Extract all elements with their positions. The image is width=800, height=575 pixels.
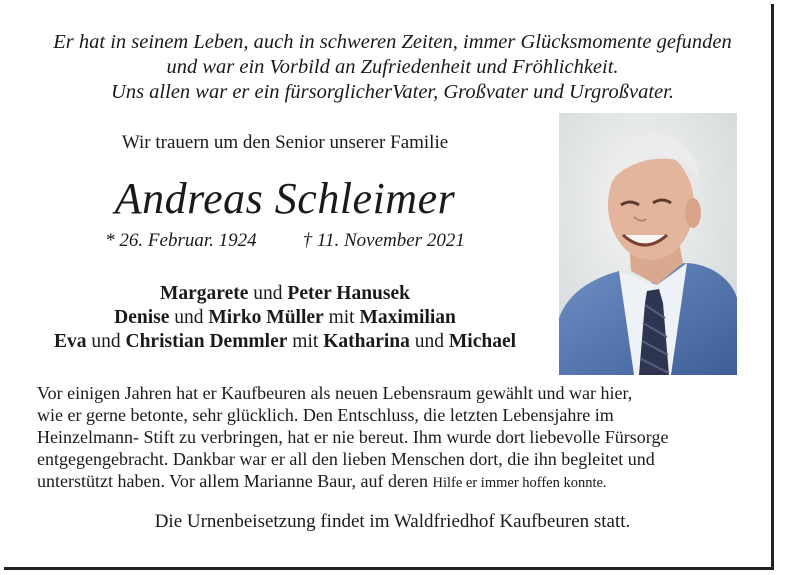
memorial-motto	[20, 30, 765, 105]
family-row	[14, 330, 556, 354]
story-line: Vor einigen Jahren hat er Kaufbeuren als neuen Lebensraum gewählt und war hier,	[37, 383, 633, 403]
mourning-intro: Wir trauern um den Senior unserer Familie	[121, 132, 449, 153]
death-date: † 11. November 2021	[302, 230, 465, 251]
burial-notice: Die Urnenbeisetzung findet im Waldfriedhof Kaufbeuren statt.	[154, 511, 631, 532]
family-member: Michael	[448, 331, 517, 352]
connector: und	[169, 307, 209, 328]
family-member: Margarete	[159, 283, 249, 304]
family-member: Mirko Müller	[208, 307, 324, 328]
family-member: Katharina	[323, 331, 410, 352]
family-row	[14, 282, 556, 306]
story-text-small: Hilfe er immer hoffen konnte.	[432, 475, 607, 491]
connector: mit	[323, 307, 360, 328]
connector: und	[86, 331, 126, 352]
story-line: entgegengebracht. Dankbar war er all den lieben Menschen dort, die ihn begleitet und	[37, 449, 655, 469]
life-story	[37, 382, 757, 494]
family-member: Christian Demmler	[125, 331, 288, 352]
story-line	[37, 470, 757, 494]
story-text: unterstützt haben. Vor allem Marianne Baur, auf deren	[37, 471, 433, 491]
motto-line: und war ein Vorbild an Zufriedenheit und Fröhlichkeit.	[166, 56, 619, 78]
motto-line: Er hat in seinem Leben, auch in schweren Zeiten, immer Glücksmomente gefunden	[53, 31, 732, 53]
family-row	[14, 306, 556, 330]
motto-line: Uns allen war er ein fürsorglicherVater, Großvater und Urgroßvater.	[111, 81, 674, 103]
connector: und	[248, 283, 288, 304]
family-member: Peter Hanusek	[287, 283, 410, 304]
portrait-photo	[559, 113, 737, 375]
connector: und	[409, 331, 449, 352]
family-member: Denise	[114, 307, 170, 328]
deceased-name: Andreas Schleimer	[114, 174, 456, 223]
connector: mit	[287, 331, 324, 352]
family-member: Maximilian	[359, 307, 456, 328]
life-dates	[20, 230, 550, 252]
birth-date: * 26. Februar. 1924	[105, 230, 257, 251]
story-line: Heinzelmann- Stift zu verbringen, hat er nie bereut. Ihm wurde dort liebevolle Fürsorge	[37, 427, 669, 447]
family-list	[14, 282, 556, 354]
story-line: wie er gerne betonte, sehr glücklich. Den Entschluss, die letzten Lebensjahre im	[37, 405, 614, 425]
family-member: Eva	[53, 331, 87, 352]
